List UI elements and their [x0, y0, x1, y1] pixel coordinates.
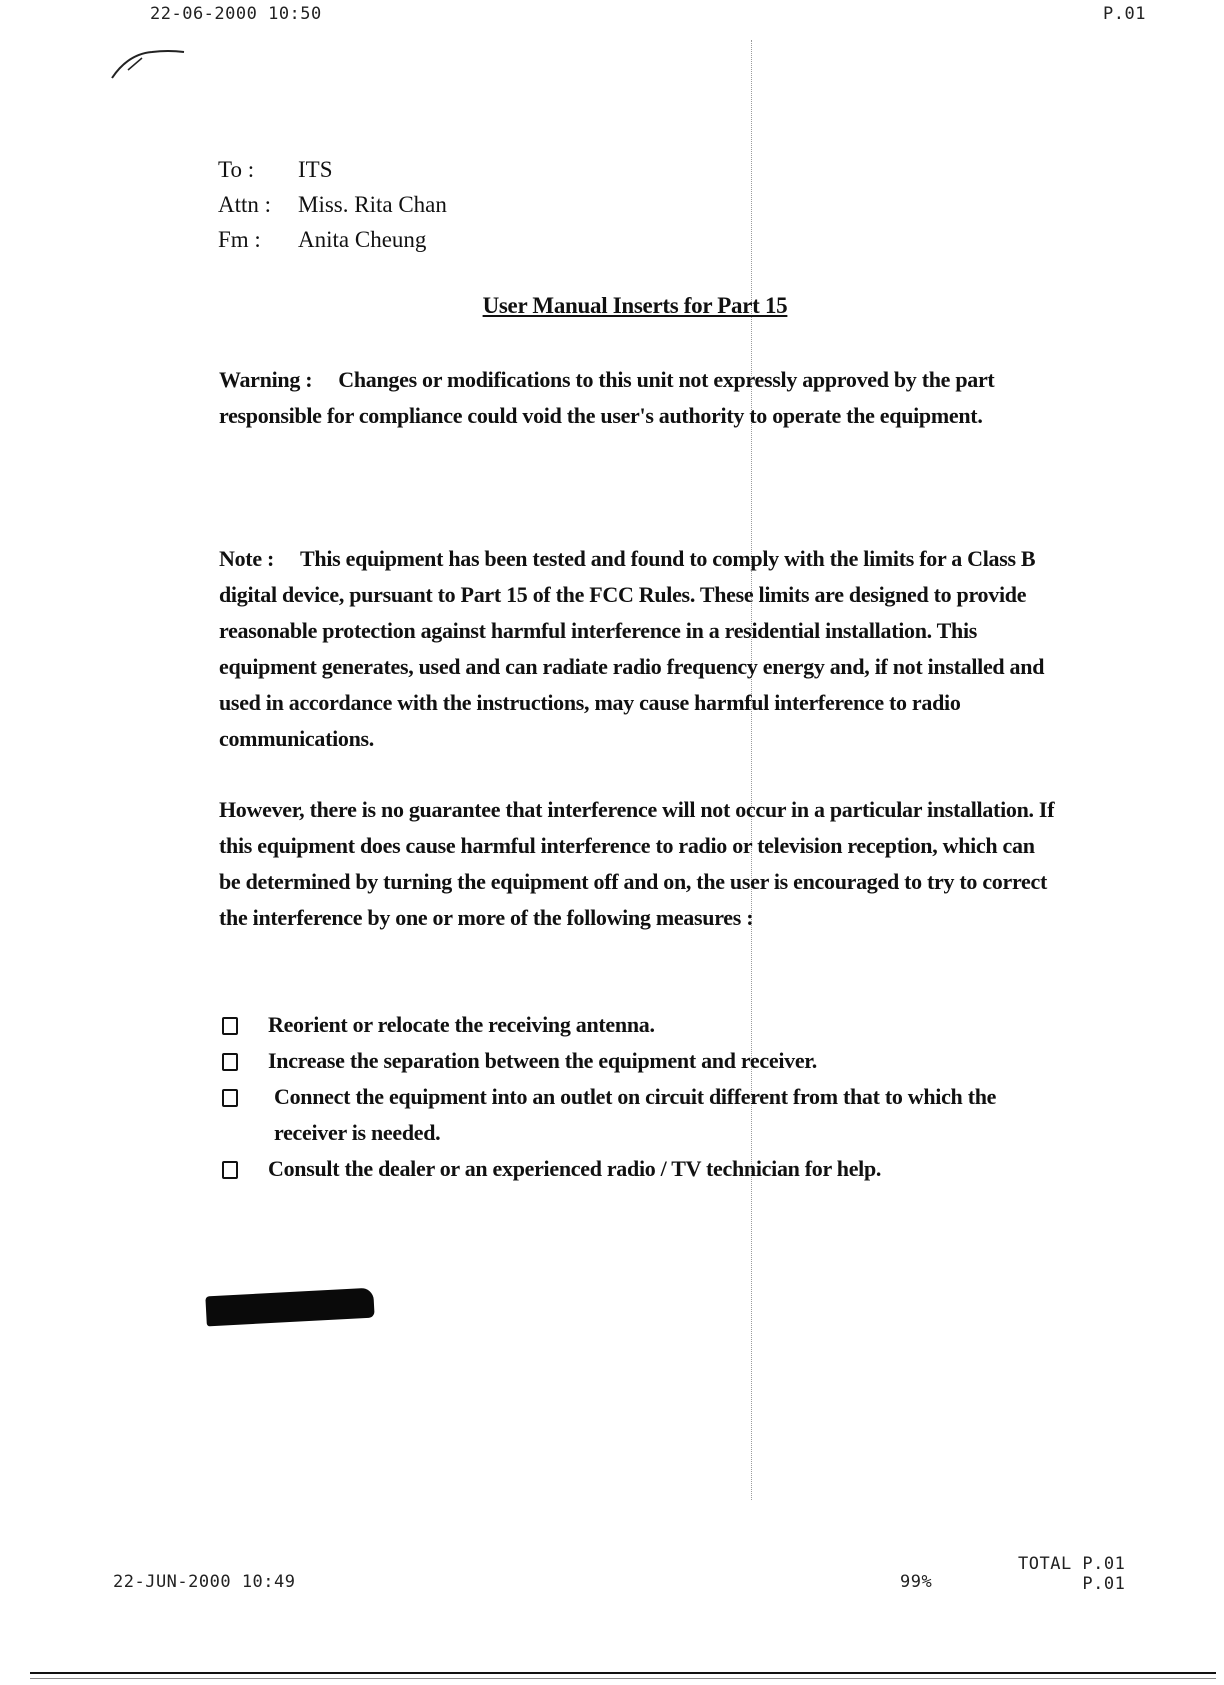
warning-label: Warning :: [219, 367, 313, 392]
warning-text: Changes or modifications to this unit not expressly approved by the part responsible for compliance could void the user's authority to operate the equipment.: [219, 367, 995, 428]
measure-text: Connect the equipment into an outlet on circuit different from that to which the receiver is needed.: [274, 1084, 997, 1145]
fax-header-page-number: P.01: [1103, 4, 1146, 24]
fax-footer-page-number: P.01: [1082, 1574, 1126, 1594]
memo-from-row: [218, 222, 447, 257]
measure-text: Consult the dealer or an experienced radio / TV technician for help.: [268, 1156, 882, 1181]
checkbox-bullet-icon: [222, 1089, 238, 1107]
memo-attn-label: Attn :: [218, 192, 272, 217]
redacted-signature-block: [205, 1288, 374, 1327]
memo-header: [218, 152, 447, 257]
page-bottom-rule-secondary: [30, 1678, 1216, 1679]
pen-stroke-mark: [108, 44, 188, 84]
measure-text: Increase the separation between the equipment and receiver.: [268, 1048, 817, 1073]
note-paragraph: [219, 541, 1059, 757]
memo-from-label: Fm :: [218, 227, 261, 252]
memo-attn-row: [218, 187, 447, 222]
note-text: This equipment has been tested and found to comply with the limits for a Class B digital device, pursuant to Part 15 of the FCC Rules. These limits are designed to provide reasonable protection against harmful interference in a residential installation. This equipment generates, used and can radiate radio frequency energy and, if not installed and used in accordance with the instructions, may cause harmful interference to radio communications.: [219, 546, 1045, 751]
memo-from-value: Anita Cheung: [298, 227, 427, 252]
list-item: [222, 1043, 1062, 1079]
scan-artifact-line: [751, 40, 752, 1500]
checkbox-bullet-icon: [222, 1017, 238, 1035]
fax-footer-total: TOTAL P.01: [1018, 1554, 1126, 1574]
note-label: Note :: [219, 546, 275, 571]
page-bottom-rule: [30, 1672, 1216, 1674]
fax-footer-datetime: 22-JUN-2000 10:49: [113, 1572, 296, 1592]
however-paragraph: However, there is no guarantee that interference will not occur in a particular installation. If this equipment does cause harmful interference to radio or television reception, which can be determined by turning the equipment off and on, the user is encouraged to try to correct the interference by one or more of the following measures :: [219, 797, 1055, 930]
list-item: [222, 1007, 1062, 1043]
checkbox-bullet-icon: [222, 1161, 238, 1179]
memo-to-row: [218, 152, 447, 187]
list-item: [222, 1079, 1062, 1151]
fax-footer-page-total: [1018, 1554, 1125, 1594]
warning-paragraph: [219, 362, 1059, 434]
measure-text: Reorient or relocate the receiving antenna.: [268, 1012, 655, 1037]
fax-footer-percent: 99%: [900, 1572, 933, 1592]
memo-to-label: To :: [218, 157, 255, 182]
memo-attn-value: Miss. Rita Chan: [298, 192, 447, 217]
document-title: User Manual Inserts for Part 15: [482, 293, 788, 318]
fax-header-datetime: 22-06-2000 10:50: [150, 4, 322, 24]
list-item: [222, 1151, 1062, 1187]
measures-list: [222, 1007, 1062, 1187]
checkbox-bullet-icon: [222, 1053, 238, 1071]
memo-to-value: ITS: [298, 157, 333, 182]
